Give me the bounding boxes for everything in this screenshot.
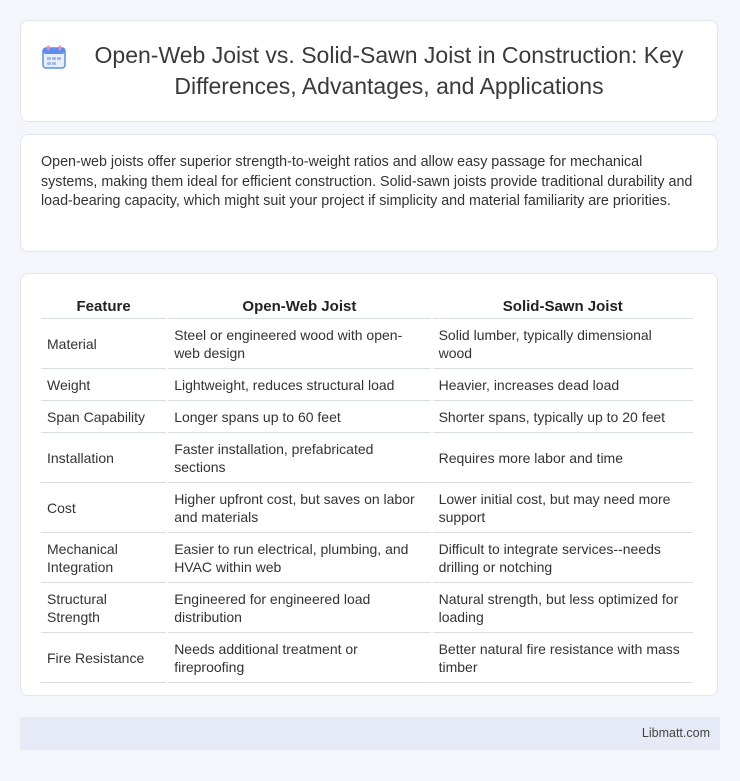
- table-row: [41, 369, 693, 401]
- column-header-open-web: Open-Web Joist: [168, 294, 430, 319]
- open-web-cell: Engineered for engineered load distribution: [168, 583, 430, 633]
- open-web-cell: Needs additional treatment or fireproofing: [168, 633, 430, 683]
- solid-sawn-cell: Heavier, increases dead load: [433, 369, 693, 401]
- comparison-table: [39, 294, 695, 683]
- comparison-card: [20, 273, 718, 696]
- footer-bar: [20, 717, 720, 750]
- intro-paragraph: Open-web joists offer superior strength-to-weight ratios and allow easy passage for mechanical systems, making them ideal for efficient construction. Solid-sawn joists provide traditional durability and load-bearing capacity, which might suit your project if simplicity and material familiarity are priorities.: [41, 154, 693, 209]
- feature-cell: Cost: [41, 483, 166, 533]
- footer-brand-link[interactable]: Libmatt.com: [641, 726, 710, 740]
- open-web-cell: Lightweight, reduces structural load: [168, 369, 430, 401]
- feature-cell: Mechanical Integration: [41, 533, 166, 583]
- solid-sawn-cell: Natural strength, but less optimized for loading: [433, 583, 693, 633]
- table-row: [41, 319, 693, 369]
- open-web-cell: Faster installation, prefabricated sections: [168, 433, 430, 483]
- feature-cell: Structural Strength: [41, 583, 166, 633]
- title-wrap: [41, 40, 697, 102]
- feature-cell: Fire Resistance: [41, 633, 166, 683]
- solid-sawn-cell: Requires more labor and time: [433, 433, 693, 483]
- column-header-feature: Feature: [41, 294, 166, 319]
- solid-sawn-cell: Shorter spans, typically up to 20 feet: [433, 401, 693, 433]
- table-header-row: [41, 294, 693, 319]
- solid-sawn-cell: Solid lumber, typically dimensional wood: [433, 319, 693, 369]
- table-row: [41, 401, 693, 433]
- table-row: [41, 433, 693, 483]
- feature-cell: Material: [41, 319, 166, 369]
- open-web-cell: Higher upfront cost, but saves on labor and materials: [168, 483, 430, 533]
- page-title: Open-Web Joist vs. Solid-Sawn Joist in Construction: Key Differences, Advantages, and Applications: [94, 42, 684, 99]
- calendar-icon: [41, 44, 67, 70]
- solid-sawn-cell: Better natural fire resistance with mass timber: [433, 633, 693, 683]
- feature-cell: Installation: [41, 433, 166, 483]
- column-header-solid-sawn: Solid-Sawn Joist: [433, 294, 693, 319]
- intro-card: [20, 134, 718, 252]
- solid-sawn-cell: Difficult to integrate services--needs drilling or notching: [433, 533, 693, 583]
- table-row: [41, 583, 693, 633]
- feature-cell: Span Capability: [41, 401, 166, 433]
- table-row: [41, 483, 693, 533]
- open-web-cell: Steel or engineered wood with open-web design: [168, 319, 430, 369]
- table-row: [41, 533, 693, 583]
- open-web-cell: Easier to run electrical, plumbing, and HVAC within web: [168, 533, 430, 583]
- feature-cell: Weight: [41, 369, 166, 401]
- solid-sawn-cell: Lower initial cost, but may need more support: [433, 483, 693, 533]
- title-card: [20, 20, 718, 122]
- open-web-cell: Longer spans up to 60 feet: [168, 401, 430, 433]
- table-row: [41, 633, 693, 683]
